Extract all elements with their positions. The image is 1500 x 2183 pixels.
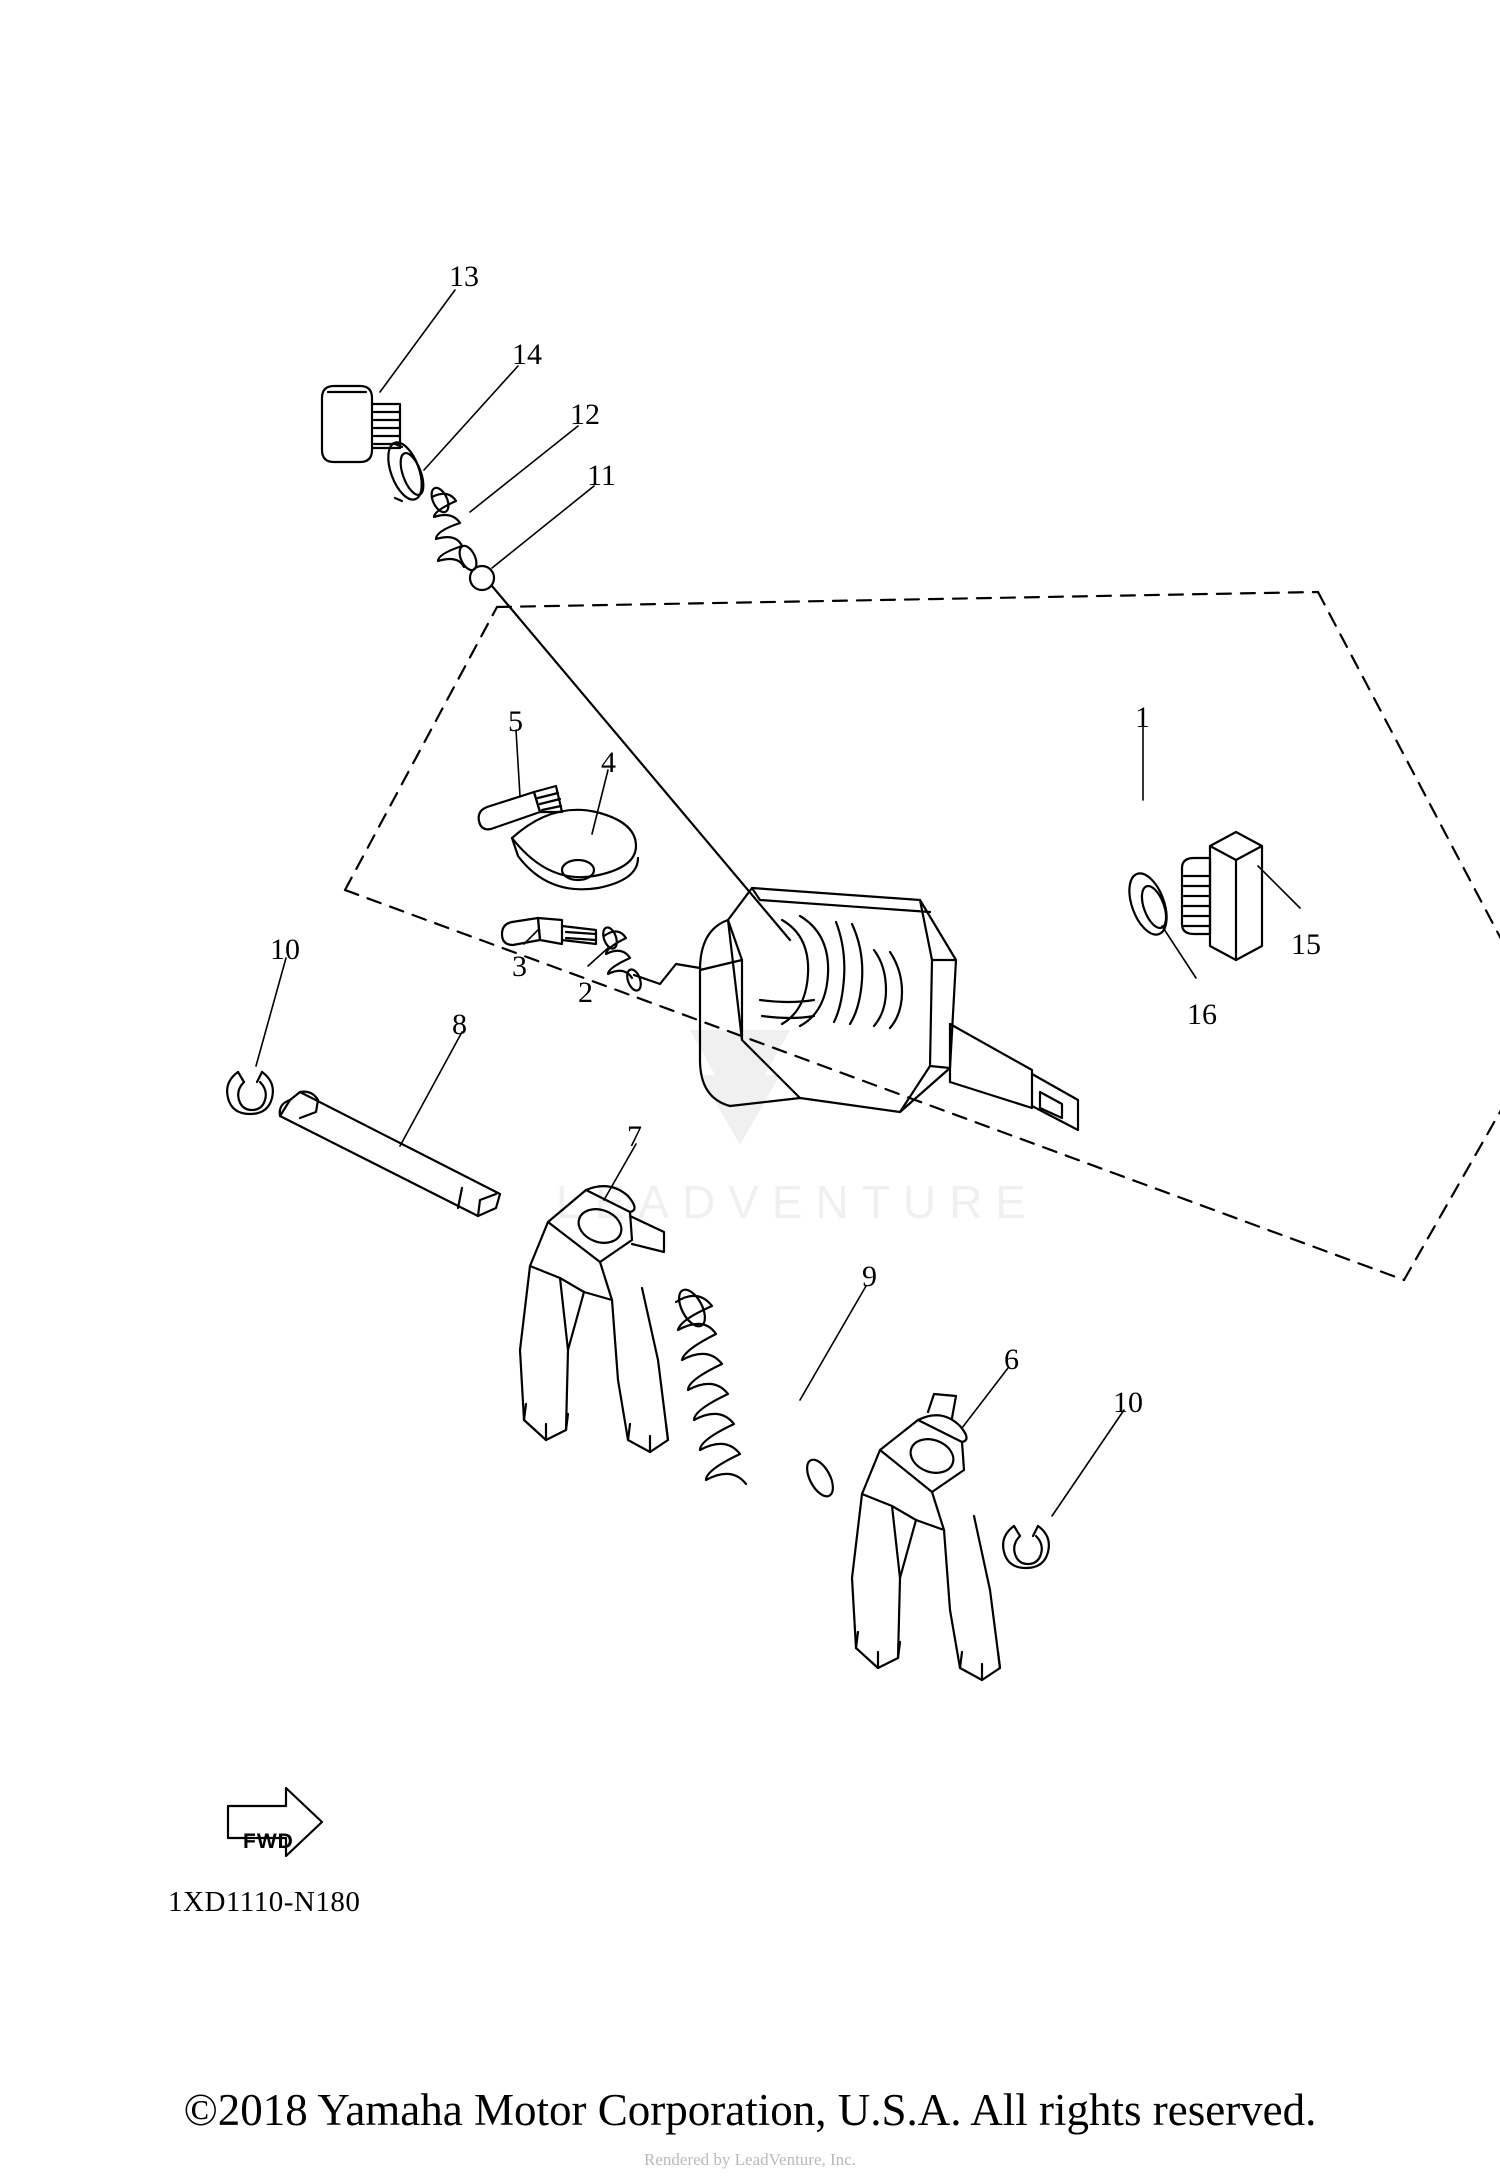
callout-10-right: 10 (1113, 1386, 1143, 1419)
callout-9: 9 (862, 1260, 877, 1293)
callout-7: 7 (627, 1120, 642, 1153)
callout-8: 8 (452, 1008, 467, 1041)
callout-3: 3 (512, 950, 527, 983)
callout-4: 4 (601, 746, 616, 779)
callout-14: 14 (512, 338, 542, 371)
callout-5: 5 (508, 705, 523, 738)
watermark-text: LEADVENTURE (556, 1176, 1039, 1228)
callout-13: 13 (449, 260, 479, 293)
callout-1: 1 (1135, 701, 1150, 734)
callout-15: 15 (1291, 928, 1321, 961)
callout-12: 12 (570, 398, 600, 431)
callout-2: 2 (578, 976, 593, 1009)
callout-11: 11 (587, 459, 616, 492)
callout-6: 6 (1004, 1343, 1019, 1376)
copyright-notice: ©2018 Yamaha Motor Corporation, U.S.A. All rights reserved. (183, 2085, 1317, 2135)
fwd-marker-label: FWD (243, 1830, 294, 1853)
rendered-by-notice: Rendered by LeadVenture, Inc. (644, 2150, 856, 2169)
callout-16: 16 (1187, 998, 1217, 1031)
callout-10-left: 10 (270, 933, 300, 966)
diagram-part-number: 1XD1110-N180 (168, 1886, 361, 1918)
